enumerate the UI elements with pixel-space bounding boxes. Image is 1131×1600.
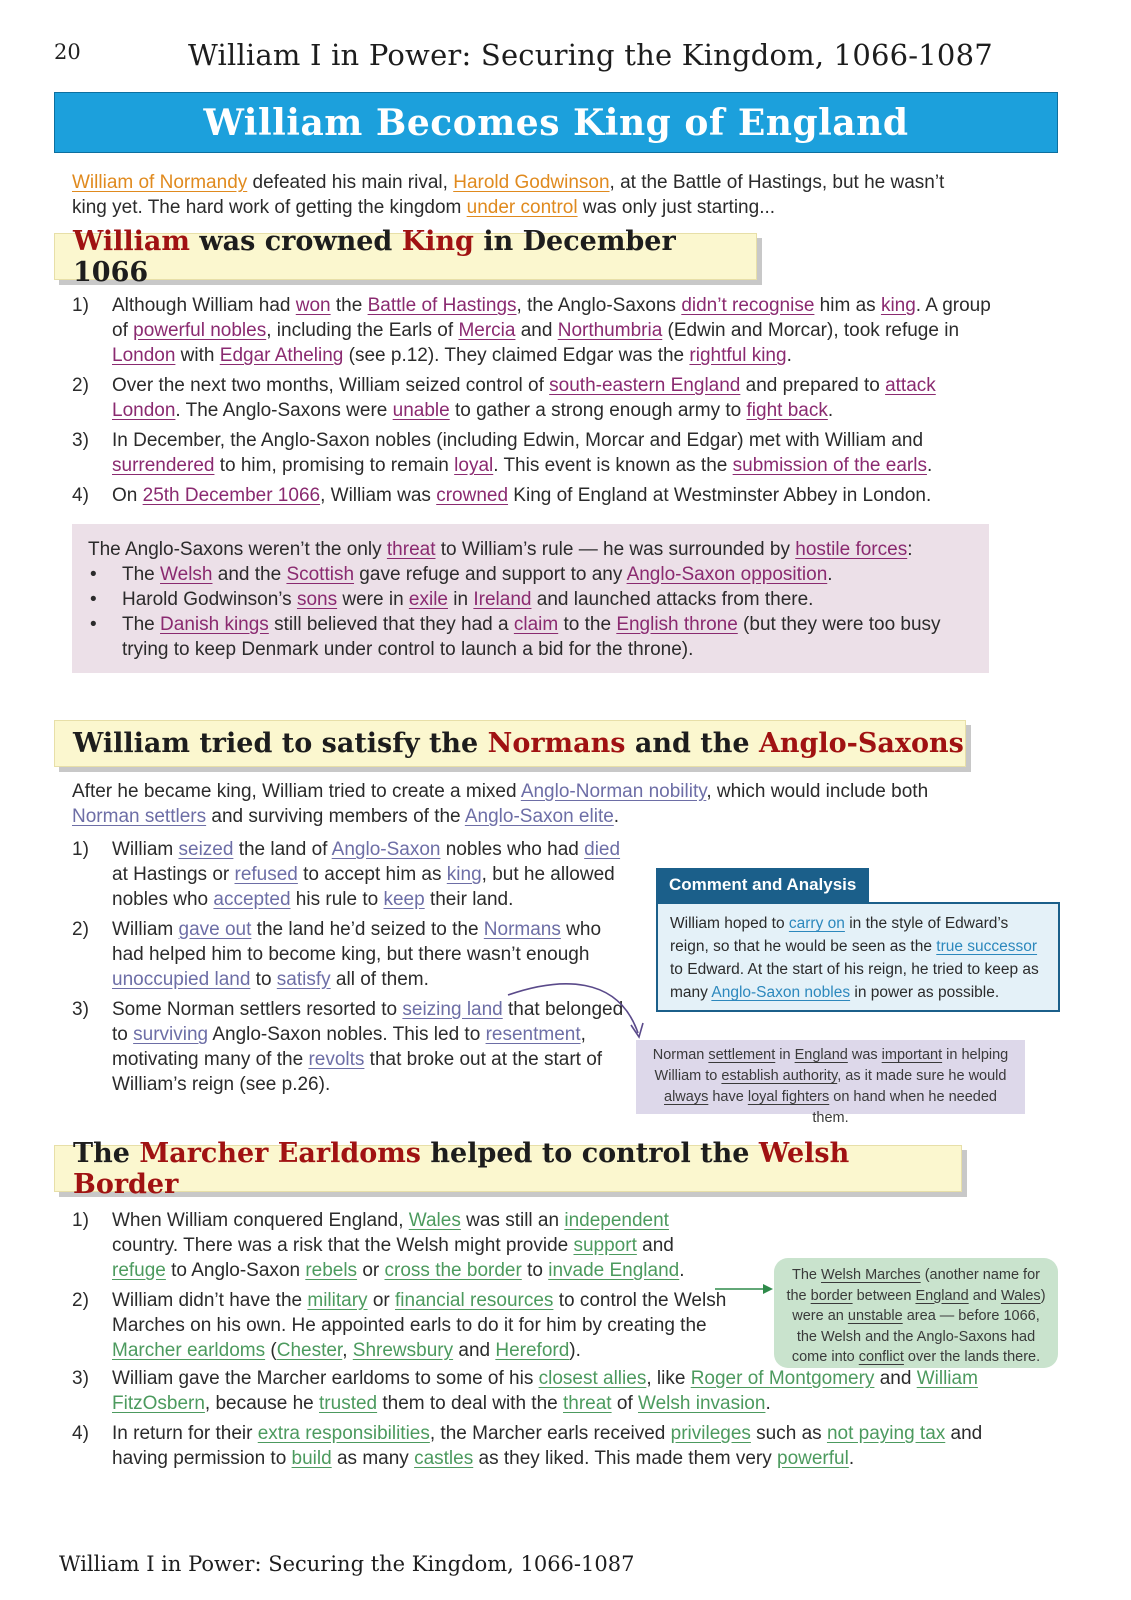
welsh-marches-note: The Welsh Marches (another name for the border between England and Wales) were an unstable area — before 1066, the Welsh and the Anglo-Saxons had come into conflict over the lands there. — [774, 1258, 1058, 1368]
comment-body: William hoped to carry on in the style of Edward’s reign, so that he would be seen as the true successor to Edward. At the start of his reign, he tried to keep as many Anglo-Saxon nobles in power as possible. — [656, 902, 1060, 1012]
text: defeated his main rival, — [247, 172, 454, 193]
list-item: 2) William didn’t have the military or financial resources to control the Welsh Marches on his own. He appointed earls to do it for him by creating the Marcher earldoms (Chester, Shrewsbury and Hereford). — [72, 1290, 727, 1361]
threats-box — [72, 524, 989, 673]
list-item: 3) Some Norman settlers resorted to seizing land that belonged to surviving Anglo-Saxon nobles. This led to resentment, motivating many of the revolts that broke out at the start of William’s reign (see p.26). — [72, 999, 624, 1095]
section2-points — [72, 837, 632, 1102]
list-item: • Harold Godwinson’s sons were in exile in Ireland and launched attacks from there. — [88, 587, 973, 612]
arrow-right-icon — [715, 1282, 777, 1296]
keyword: William of Normandy — [72, 172, 248, 193]
list-item: • The Welsh and the Scottish gave refuge and support to any Anglo-Saxon opposition. — [88, 562, 973, 587]
comment-analysis-box — [656, 868, 1060, 1012]
heading-keyword: Marcher Earldoms — [139, 1137, 422, 1169]
list-item: • The Danish kings still believed that they had a claim to the English throne (but they were too busy trying to keep Denmark under control to launch a bid for the throne). — [88, 612, 973, 662]
point-list — [72, 837, 632, 1097]
heading-text: William tried to satisfy the — [73, 728, 488, 759]
heading-text: and the — [625, 728, 759, 759]
curved-arrow-icon — [500, 975, 660, 1045]
section3-points-a — [72, 1208, 732, 1368]
heading-text: helped to control the — [421, 1137, 759, 1169]
point-list — [72, 293, 992, 508]
list-item: 4) In return for their extra responsibilities, the Marcher earls received privileges such as not paying tax and having permission to build as many castles as they liked. This made them very powerful. — [72, 1423, 983, 1469]
list-item: 2) Over the next two months, William seized control of south-eastern England and prepared to attack London. The Anglo-Saxons were unable to gather a strong enough army to fight back. — [72, 375, 936, 421]
heading-text: in December 1066 — [73, 225, 676, 288]
list-item: 3) In December, the Anglo-Saxon nobles (including Edwin, Morcar and Edgar) met with William and surrendered to him, promising to remain loyal. This event is known as the submission of the earls. — [72, 430, 933, 476]
page-number: 20 — [54, 40, 81, 64]
heading-keyword: Welsh Border — [73, 1137, 850, 1200]
section3-points-b — [72, 1366, 992, 1476]
comment-tab: Comment and Analysis — [656, 868, 869, 902]
heading-keyword: Normans — [487, 728, 626, 759]
threats-intro: The Anglo-Saxons weren’t the only threat to William’s rule — he was surrounded by hostile forces: — [88, 539, 913, 560]
section1-points — [72, 293, 992, 513]
point-list — [72, 1208, 732, 1363]
heading-text: was crowned — [189, 225, 402, 257]
text: , at the Battle of Hastings, but he wasn’t king yet. The hard work of getting the kingdom — [72, 172, 945, 218]
list-item: 3) William gave the Marcher earldoms to some of his closest allies, like Roger of Montgomery and William FitzOsbern, because he trusted them to deal with the threat of Welsh invasion. — [72, 1368, 978, 1414]
section-heading-marcher — [54, 1137, 962, 1200]
list-item: 1) Although William had won the Battle of Hastings, the Anglo-Saxons didn’t recognise him as king. A group of powerful nobles, including the Earls of Mercia and Northumbria (Edwin and Morcar), took refuge in London with Edgar Atheling (see p.12). They claimed Edgar was the rightful king. — [72, 295, 991, 366]
section2-intro: After he became king, William tried to create a mixed Anglo-Norman nobility, which would include both Norman settlers and surviving members of the Anglo-Saxon elite. — [72, 781, 929, 827]
section-heading-crowned — [54, 225, 757, 288]
heading-keyword: King — [401, 225, 474, 257]
section-heading-satisfy — [54, 720, 966, 767]
threats-list — [88, 562, 973, 662]
point-list — [72, 1366, 992, 1471]
list-item: 4) On 25th December 1066, William was crowned King of England at Westminster Abbey in London. — [72, 485, 932, 506]
page-header: William I in Power: Securing the Kingdom, 1066-1087 — [188, 38, 993, 72]
intro-paragraph — [72, 170, 972, 220]
list-item: 2) William gave out the land he’d seized to the Normans who had helped him to become king, but there wasn’t enough unoccupied land to satisfy all of them. — [72, 919, 602, 990]
keyword: under control — [466, 197, 578, 218]
title-banner — [54, 92, 1058, 153]
text: was only just starting... — [577, 197, 776, 218]
page-title: William Becomes King of England — [203, 101, 909, 144]
heading-keyword: Anglo-Saxons — [758, 728, 964, 759]
norman-settlement-note: Norman settlement in England was important in helping William to establish authority, as it made sure he would always have loyal fighters on hand when he needed them. — [636, 1040, 1025, 1114]
page-footer: William I in Power: Securing the Kingdom, 1066-1087 — [59, 1552, 635, 1576]
list-item: 1) When William conquered England, Wales was still an independent country. There was a risk that the Welsh might provide support and refuge to Anglo-Saxon rebels or cross the border to invade England. — [72, 1210, 685, 1281]
heading-keyword: William — [73, 225, 190, 257]
heading-text: The — [73, 1137, 140, 1169]
keyword: Harold Godwinson — [453, 172, 610, 193]
list-item: 1) William seized the land of Anglo-Saxon nobles who had died at Hastings or refused to accept him as king, but he allowed nobles who accepted his rule to keep their land. — [72, 839, 621, 910]
